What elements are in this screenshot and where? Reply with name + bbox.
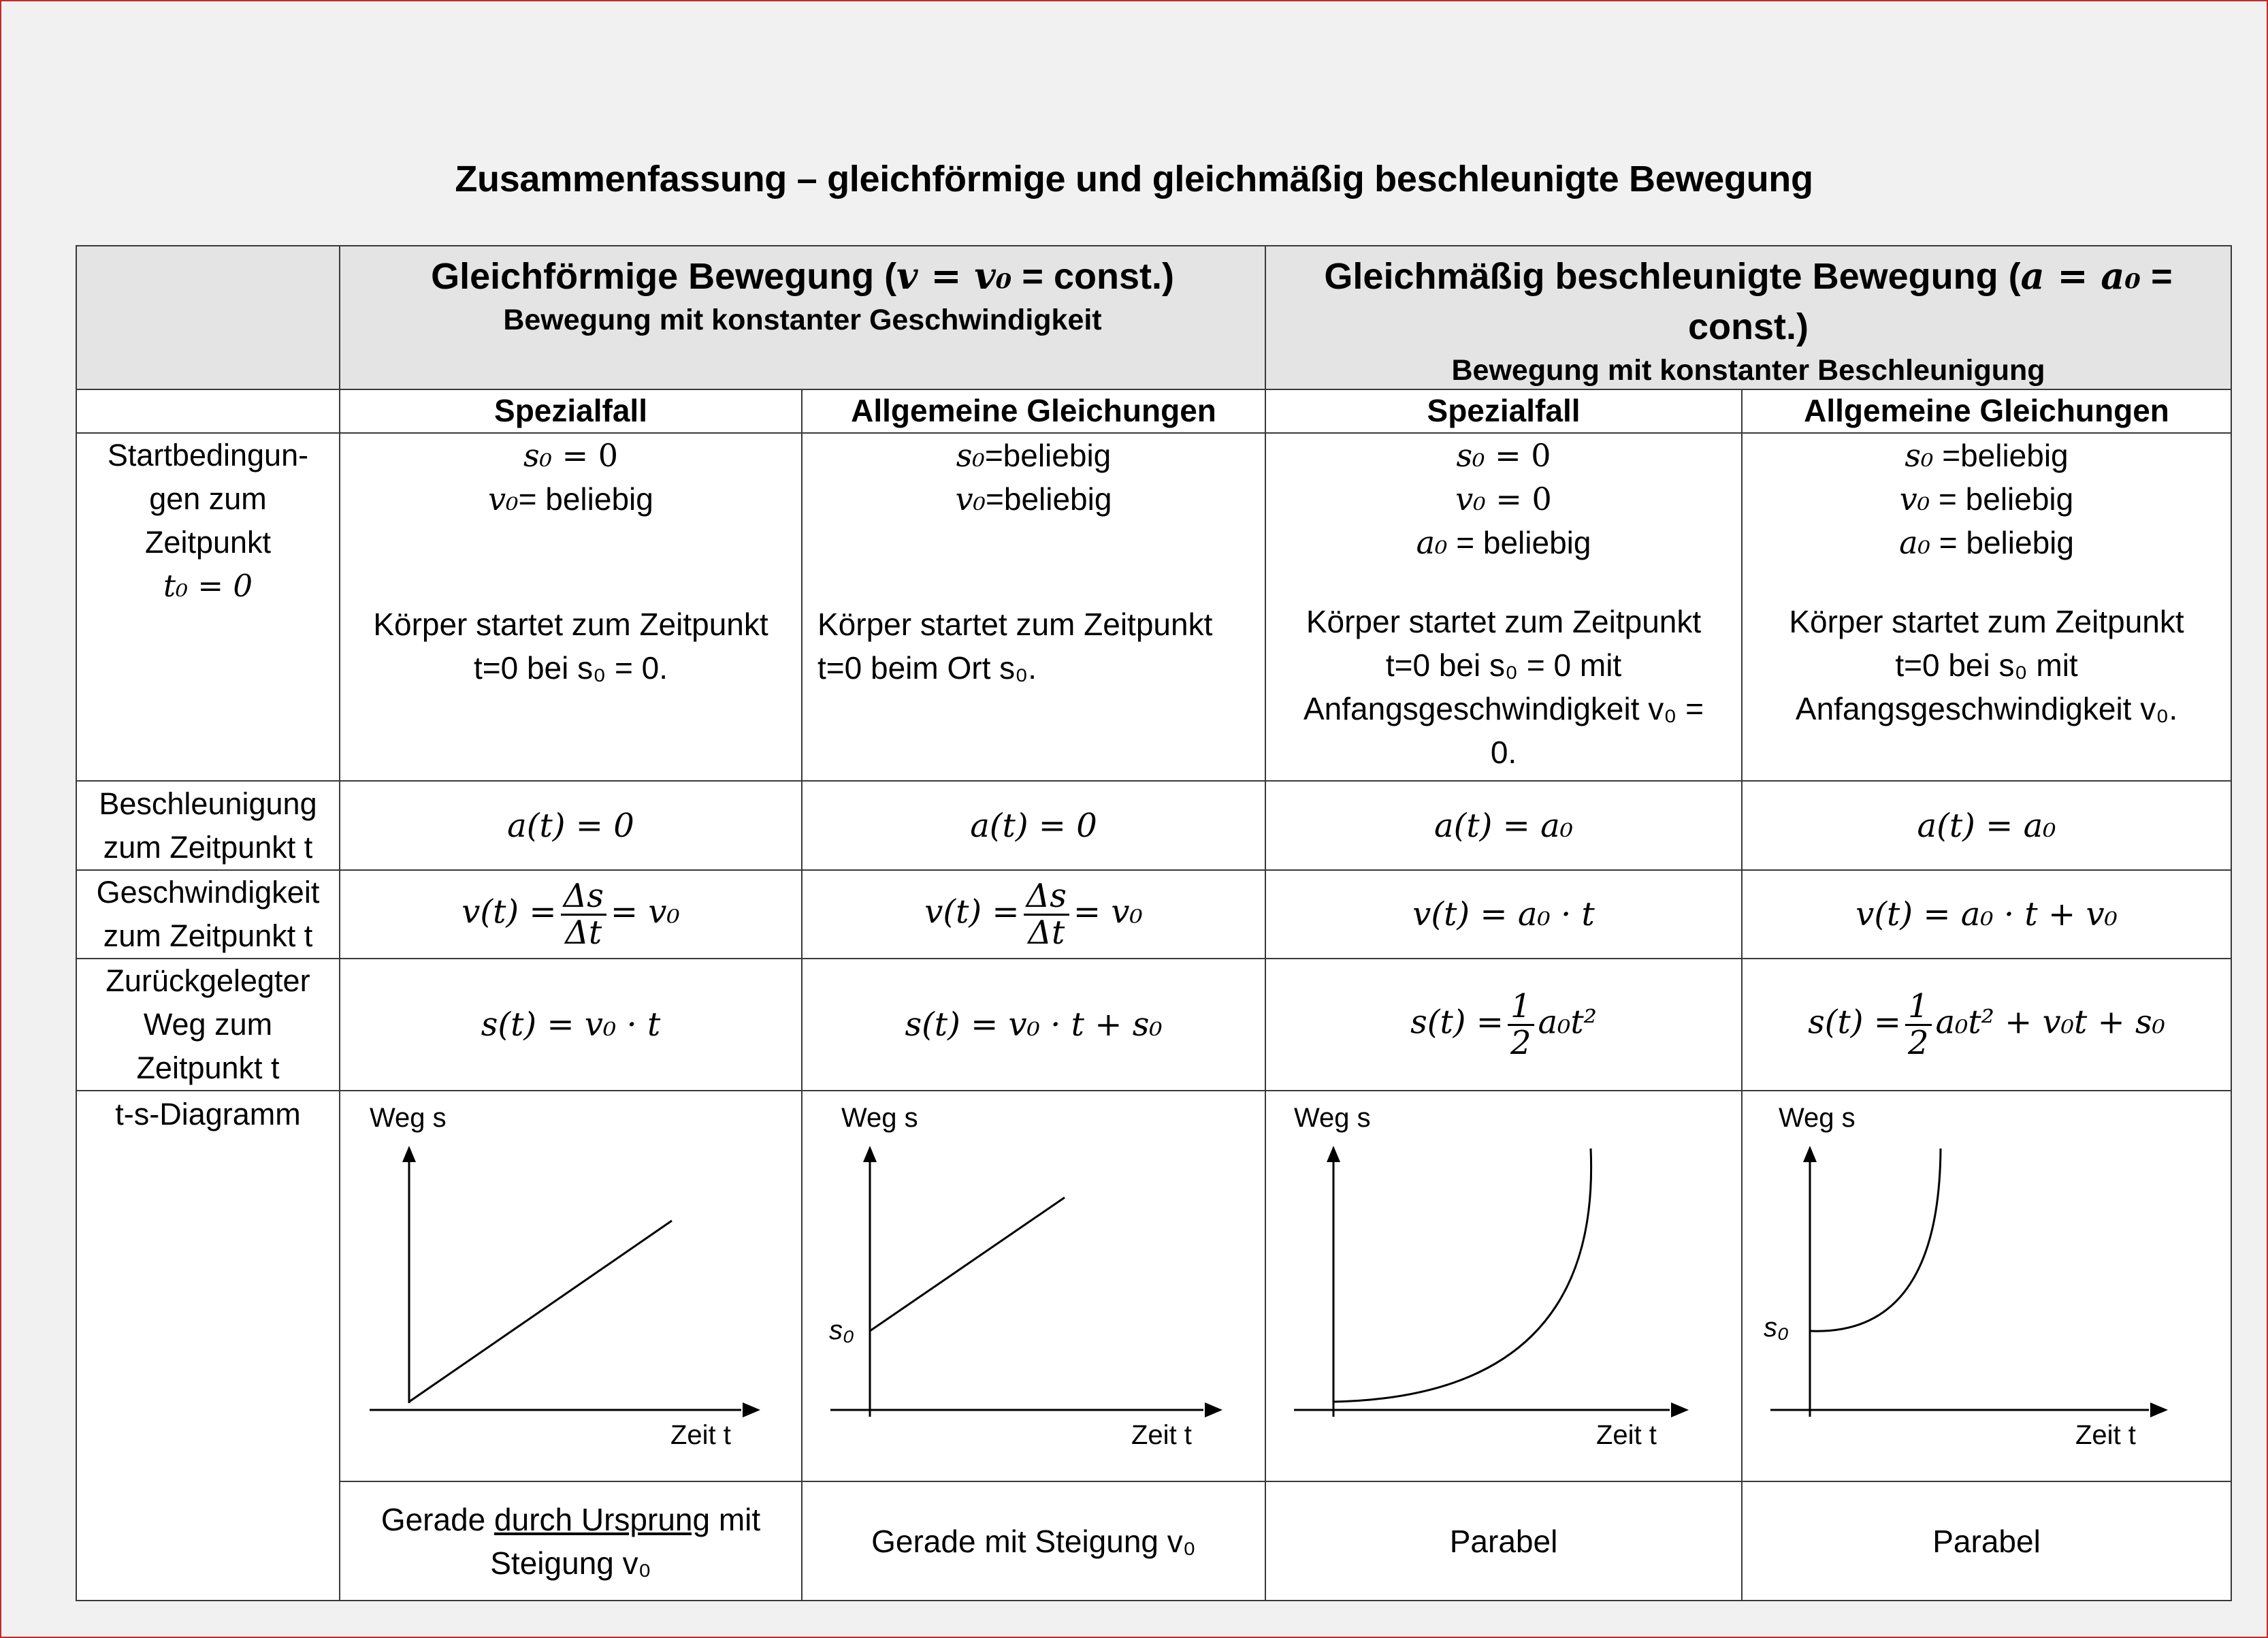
y-axis-label: Weg s (1293, 1103, 1371, 1133)
y-axis-arrow (863, 1146, 877, 1162)
accel-formula: a(t) = 0 (340, 781, 802, 870)
y-axis-label: Weg s (841, 1103, 918, 1133)
row-header-velocity: Geschwindigkeit zum Zeitpunkt t (76, 870, 340, 959)
curve (870, 1198, 1065, 1331)
diagram-cell (802, 1091, 1265, 1481)
ts-diagram-accel-origin (1267, 1091, 1741, 1470)
x-axis-label: Zeit t (1131, 1420, 1192, 1450)
x-axis-arrow (1671, 1402, 1689, 1417)
curve (409, 1221, 672, 1402)
subheader: Allgemeine Gleichungen (1742, 389, 2231, 433)
table-row (76, 959, 2231, 1091)
uniform-header: Gleichförmige Bewegung (v = v₀ = const.) Bewegung mit konstanter Geschwindigkeit (340, 246, 1265, 389)
x-axis-arrow (743, 1402, 760, 1417)
x-axis-label: Zeit t (2075, 1420, 2136, 1450)
distance-formula: s(t) = v₀ · t (340, 959, 802, 1091)
diagram-cell (340, 1091, 802, 1481)
s0-label: s₀ (1763, 1313, 1789, 1343)
subheader: Spezialfall (340, 389, 802, 433)
table-row (76, 1481, 2231, 1601)
row-header-diagram: t-s-Diagramm (76, 1091, 340, 1601)
accel-formula: a(t) = a₀ (1265, 781, 1742, 870)
start-cell: s₀ = 0 v₀ = 0 a₀ = beliebig Körper startet zum Zeitpunkt t=0 bei s₀ = 0 mit Anfangsgeschwindigkeit v₀ = 0. (1265, 433, 1742, 781)
distance-formula: s(t) = $\frac{1}{2}$ a₀t² (1265, 959, 1742, 1091)
corner-cell (76, 246, 340, 389)
ts-diagram-accel-general (1743, 1091, 2231, 1470)
accelerated-header: Gleichmäßig beschleunigte Bewegung (a = a₀ = const.) Bewegung mit konstanter Beschleunigung (1265, 246, 2231, 389)
diagram-description: Gerade mit Steigung v₀ (802, 1481, 1265, 1601)
accel-formula: a(t) = a₀ (1742, 781, 2231, 870)
subheader: Allgemeine Gleichungen (802, 389, 1265, 433)
s0-label: s₀ (828, 1315, 854, 1345)
velocity-formula: v(t) = $\frac{\Delta s}{\Delta t}$ = v₀ (340, 870, 802, 959)
page-title: Zusammenfassung – gleichförmige und gleichmäßig beschleunigte Bewegung (455, 159, 1813, 199)
x-axis-arrow (2150, 1402, 2168, 1417)
y-axis-arrow (402, 1146, 416, 1162)
y-axis-label: Weg s (369, 1103, 447, 1133)
curve (1810, 1149, 1941, 1331)
distance-formula: s(t) = v₀ · t + s₀ (802, 959, 1265, 1091)
table-row (76, 246, 2231, 389)
start-cell: s₀=beliebig v₀=beliebig Körper startet zum Zeitpunkt t=0 beim Ort s₀. (802, 433, 1265, 781)
accel-formula: a(t) = 0 (802, 781, 1265, 870)
table-row (76, 433, 2231, 781)
diagram-description: Parabel (1265, 1481, 1742, 1601)
row-header-distance: Zurückgelegter Weg zum Zeitpunkt t (76, 959, 340, 1091)
diagram-cell (1265, 1091, 1742, 1481)
x-axis-label: Zeit t (670, 1420, 731, 1450)
velocity-formula: v(t) = $\frac{\Delta s}{\Delta t}$ = v₀ (802, 870, 1265, 959)
row-header-accel: Beschleunigung zum Zeitpunkt t (76, 781, 340, 870)
y-axis-arrow (1803, 1146, 1817, 1162)
y-axis-arrow (1327, 1146, 1340, 1162)
start-cell: s₀ =beliebig v₀ = beliebig a₀ = beliebig Körper startet zum Zeitpunkt t=0 bei s₀ mit Anfangsgeschwindigkeit v₀. (1742, 433, 2231, 781)
diagram-cell (1742, 1091, 2231, 1481)
ts-diagram-uniform-general (803, 1091, 1265, 1470)
table-row (76, 781, 2231, 870)
distance-formula: s(t) = $\frac{1}{2}$ a₀t² + v₀t + s₀ (1742, 959, 2231, 1091)
velocity-formula: v(t) = a₀ · t + v₀ (1742, 870, 2231, 959)
table-row (76, 870, 2231, 959)
table-row (76, 1091, 2231, 1481)
diagram-description: Parabel (1742, 1481, 2231, 1601)
start-cell: s₀ = 0 v₀= beliebig Körper startet zum Zeitpunkt t=0 bei s₀ = 0. (340, 433, 802, 781)
y-axis-label: Weg s (1778, 1103, 1856, 1133)
subheader: Spezialfall (1265, 389, 1742, 433)
x-axis-label: Zeit t (1595, 1420, 1657, 1450)
ts-diagram-uniform-origin (341, 1091, 801, 1470)
diagram-description: Gerade durch Ursprung mit Steigung v₀ (340, 1481, 802, 1601)
x-axis-arrow (1205, 1402, 1222, 1417)
curve (1333, 1149, 1591, 1402)
velocity-formula: v(t) = a₀ · t (1265, 870, 1742, 959)
row-header-start: Startbedingun- gen zum Zeitpunkt t₀ = 0 (76, 433, 340, 781)
table-row (76, 389, 2231, 433)
summary-table (76, 245, 2232, 1601)
